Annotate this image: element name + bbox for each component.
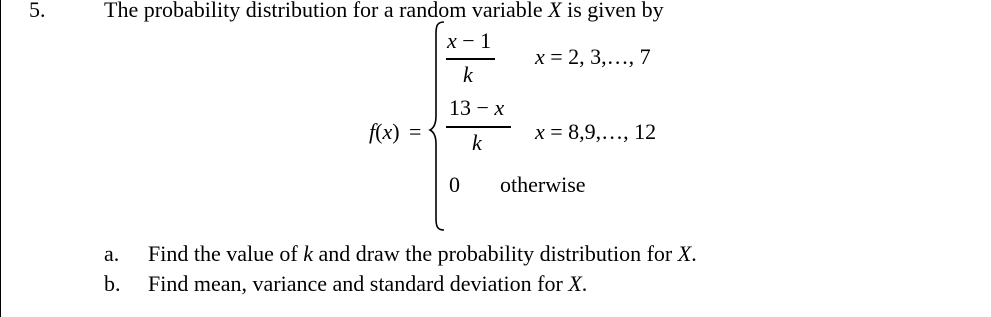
part-a-var-x: X [677, 241, 692, 266]
page-left-border [0, 0, 1, 317]
case-2-cond-rest: = 8,9,…, 12 [544, 119, 657, 144]
part-b-label: b. [104, 271, 121, 296]
case-2-cond-var: x [535, 119, 545, 144]
case-1-denominator: k [463, 62, 473, 87]
case-2-numerator [449, 96, 504, 120]
case-2-fraction-bar [446, 126, 511, 128]
case-1-fraction-bar [446, 58, 495, 60]
case-3-value: 0 [449, 172, 460, 197]
part-a-text-3: . [691, 241, 697, 266]
question-number: 5. [29, 0, 46, 22]
case-1-cond-rest: = 2, 3,…, 7 [544, 44, 651, 69]
part-a-text-2: and draw the probability distribution for [312, 241, 678, 266]
question-intro [104, 0, 664, 22]
function-name: f [369, 119, 376, 144]
case-1-num-rest: − 1 [456, 28, 492, 53]
case-1-numerator [447, 29, 491, 53]
case-3-condition: otherwise [500, 172, 586, 197]
case-2-num-const: 13 − [449, 95, 495, 120]
lhs-close-paren: ) [392, 119, 400, 144]
function-lhs [369, 120, 421, 144]
case-2-num-var: x [494, 95, 505, 120]
case-2-condition [535, 120, 656, 144]
part-b-text [148, 272, 587, 296]
lhs-equals: = [409, 119, 422, 144]
intro-variable: X [548, 0, 562, 22]
intro-text-after: is given by [561, 0, 664, 22]
part-a-var-k: k [303, 241, 313, 266]
case-1-condition [535, 45, 651, 69]
cases-brace [428, 20, 448, 232]
intro-text-before: The probability distribution for a random variable [104, 0, 549, 22]
part-a-label: a. [104, 241, 120, 266]
case-1-cond-var: x [535, 44, 545, 69]
part-b-text-2: . [581, 271, 588, 296]
lhs-open-paren: ( [375, 119, 383, 144]
case-2-denominator: k [472, 130, 482, 155]
case-1-num-var: x [447, 28, 457, 53]
lhs-variable: x [382, 119, 393, 144]
part-b-text-1: Find mean, variance and standard deviation for [148, 271, 569, 296]
part-a-text-1: Find the value of [148, 241, 304, 266]
part-a-text [148, 242, 697, 266]
part-b-var-x: X [568, 271, 582, 296]
